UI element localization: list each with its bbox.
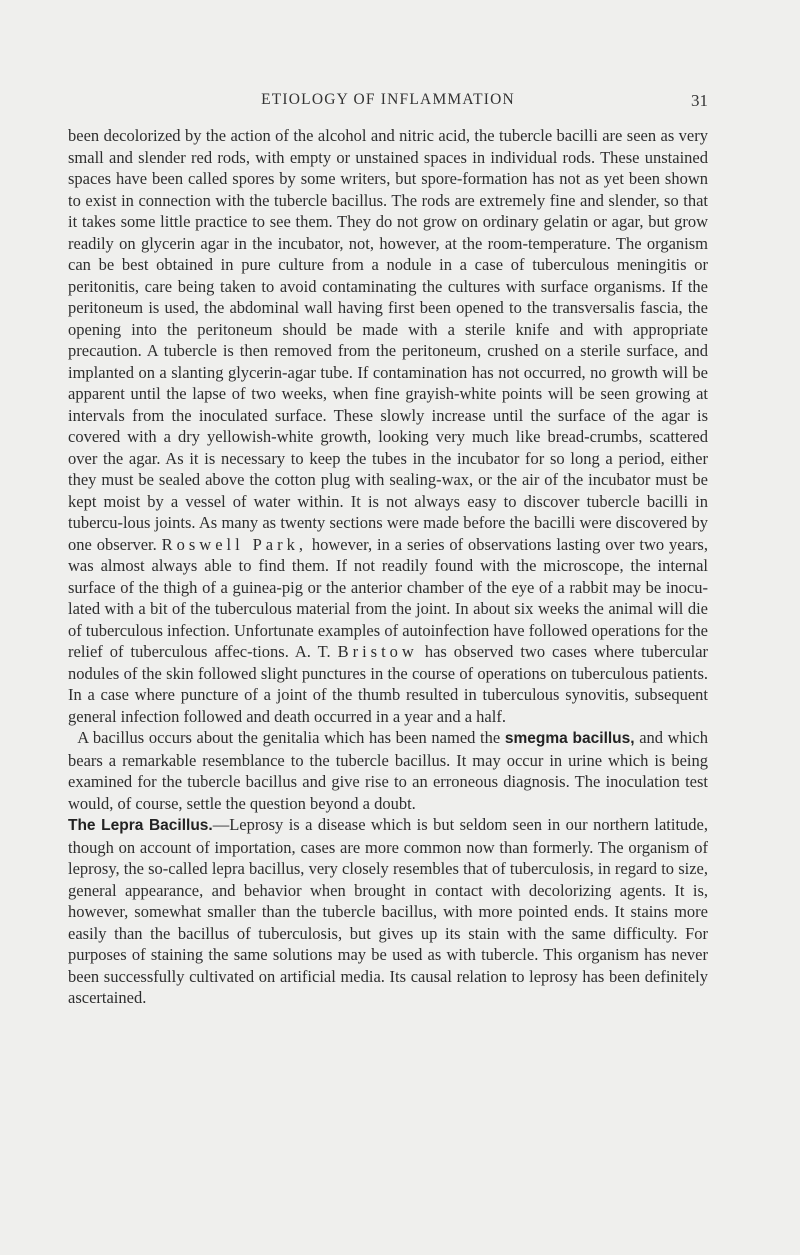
paragraph-smegma-bacillus <box>68 727 708 814</box>
author-name-bristow: Bristow <box>337 642 418 661</box>
paragraph-1-part-2: however, in a series of observations lasting over two years, was almost always able to find them. If not readily found with the microscope, the internal surface of the thigh of a guinea-pig or the anterior chamber of the eye of a rabbit may be inocu-lated with a bit of the tuberculous material from the joint. In about six weeks the animal will die of tuberculous infection. Unfortunate examples of autoinfection have followed operations for the relief of tuberculous affec-tions. A. T. <box>68 534 708 661</box>
section-heading-lepra-bacillus: The Lepra Bacillus. <box>68 817 213 834</box>
page-number: 31 <box>691 91 708 110</box>
term-smegma-bacillus: smegma bacillus, <box>504 730 635 747</box>
paragraph-tubercle-bacillus <box>68 125 708 727</box>
running-head <box>68 91 708 115</box>
body-text <box>68 125 708 1009</box>
author-name-roswell-park: Roswell Park, <box>161 534 307 554</box>
paragraph-1-part-1: been decolorized by the action of the alcohol and nitric acid, the tubercle bacilli are seen as very small and slender red rods, with empty or unstained spaces in individual rods. These unstained spaces have been called spores by some writers, but spore-formation has not as yet been shown to exist in connection with the tubercle bacillus. The rods are extremely fine and slender, so that it takes some little practice to see them. They do not grow on ordinary gelatin or agar, but grow readily on glycerin agar in the incubator, not, however, at the room-temperature. The organism can be best obtained in pure culture from a nodule in a case of tuberculous meningitis or peritonitis, care being taken to avoid contaminating the cultures with surface organisms. If the peritoneum is used, the abdominal wall having first been opened to the transversalis fascia, the opening into the peritoneum should be made with a sterile knife and with appropriate precaution. A tubercle is then removed from the peritoneum, crushed on a sterile surface, and implanted on a slanting glycerin-agar tube. If contamination has not occurred, no growth will be apparent until the lapse of two weeks, when fine grayish-white points will be seen growing at intervals from the inoculated surface. These slowly increase until the surface of the agar is covered with a dry yellowish-white growth, looking very much like bread-crumbs, scattered over the agar. As it is necessary to keep the tubes in the incubator for so long a period, either they must be sealed above the cotton plug with sealing-wax, or the air of the incubator must be kept moist by a vessel of water within. It is not always easy to discover tubercle bacilli in tubercu-lous joints. As many as twenty sections were made before the bacilli were discovered by one observer. <box>68 126 708 554</box>
paragraph-1-part-3: has observed two cases where tubercular nodules of the skin followed slight punctures in the course of operations on tuberculous patients. In a case where puncture of a joint of the thumb resulted in tuberculous synovitis, subsequent general infection followed and death occurred in a year and a half. <box>68 642 709 726</box>
paragraph-2-part-2: and which bears a remarkable resemblance to the tubercle bacillus. It may occur in urine which is being examined for the tubercle bacillus and give rise to an erroneous diagnosis. The inoculation test would, of course, settle the question beyond a doubt. <box>68 728 708 813</box>
paragraph-2-part-1: A bacillus occurs about the genitalia which has been named the <box>77 728 501 747</box>
paragraph-3-body: —Leprosy is a disease which is but seldom seen in our northern latitude, though on account of importation, cases are more common now than formerly. The organism of leprosy, the so-called lepra bacillus, very closely resembles that of tuberculosis, in regard to size, general appearance, and behavior when brought in contact with decolorizing agents. It is, however, somewhat smaller than the tubercle bacillus, with more pointed ends. It stains more easily than the bacillus of tuberculosis, but gives up its stain with the same difficulty. For purposes of staining the same solutions may be used as with tubercle. This organism has never been successfully cultivated on artificial media. Its causal relation to leprosy has been definitely ascertained. <box>68 815 708 1007</box>
chapter-running-title: ETIOLOGY OF INFLAMMATION <box>261 91 515 108</box>
paragraph-lepra-bacillus <box>68 814 708 1009</box>
